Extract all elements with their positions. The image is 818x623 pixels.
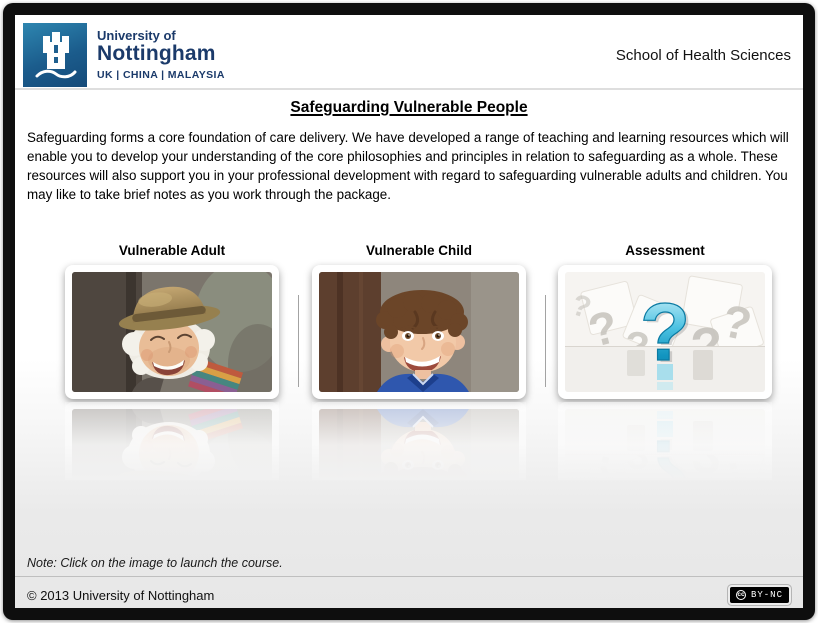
course-column-assessment <box>558 243 772 480</box>
column-divider <box>545 295 546 387</box>
copyright-text: © 2013 University of Nottingham <box>27 588 215 603</box>
creative-commons-icon: cc <box>736 590 746 600</box>
young-boy-photo <box>319 272 519 392</box>
elderly-woman-photo-reflection <box>72 409 272 480</box>
course-launch-page <box>15 15 803 608</box>
page-title: Safeguarding Vulnerable People <box>290 99 528 116</box>
intro-paragraph: Safeguarding forms a core foundation of care delivery. We have developed a range of teaching and learning resources which will enable you to develop your understanding of the core philosophies and principles in relation to safeguarding as a whole. These resources will also support you in your professional development with regard to safeguarding vulnerable adults and children. You may like to take brief notes as you work through the package. <box>27 130 789 203</box>
launch-note: Note: Click on the image to launch the course. <box>27 556 283 570</box>
logo-line1: University of <box>97 28 176 43</box>
cc-license-label: BY-NC <box>750 590 783 600</box>
course-card-vulnerable-adult[interactable] <box>65 265 279 399</box>
cc-by-nc-badge[interactable] <box>730 587 789 603</box>
course-column-vulnerable-child <box>312 243 526 480</box>
courses-row <box>15 243 803 483</box>
window-frame <box>3 3 815 620</box>
course-label-vulnerable-adult: Vulnerable Adult <box>118 243 226 258</box>
card-reflection <box>312 402 526 480</box>
course-card-assessment[interactable] <box>558 265 772 399</box>
course-label-assessment: Assessment <box>625 243 705 258</box>
card-reflection <box>65 402 279 480</box>
question-marks-graphic-reflection <box>565 409 765 480</box>
course-column-vulnerable-adult <box>65 243 279 480</box>
footer-divider <box>15 576 803 577</box>
logo-line2: Nottingham <box>97 42 216 65</box>
question-marks-graphic <box>565 272 765 392</box>
card-reflection <box>558 402 772 480</box>
elderly-woman-photo <box>72 272 272 392</box>
column-divider <box>298 295 299 387</box>
logo-wordmark <box>97 28 225 81</box>
university-logo <box>23 23 87 87</box>
logo-campuses: UK | CHINA | MALAYSIA <box>97 69 225 81</box>
young-boy-photo-reflection <box>319 409 519 480</box>
school-name: School of Health Sciences <box>615 47 791 64</box>
castle-icon <box>23 23 87 87</box>
header-divider <box>15 88 803 90</box>
course-card-vulnerable-child[interactable] <box>312 265 526 399</box>
course-label-vulnerable-child: Vulnerable Child <box>365 243 473 258</box>
